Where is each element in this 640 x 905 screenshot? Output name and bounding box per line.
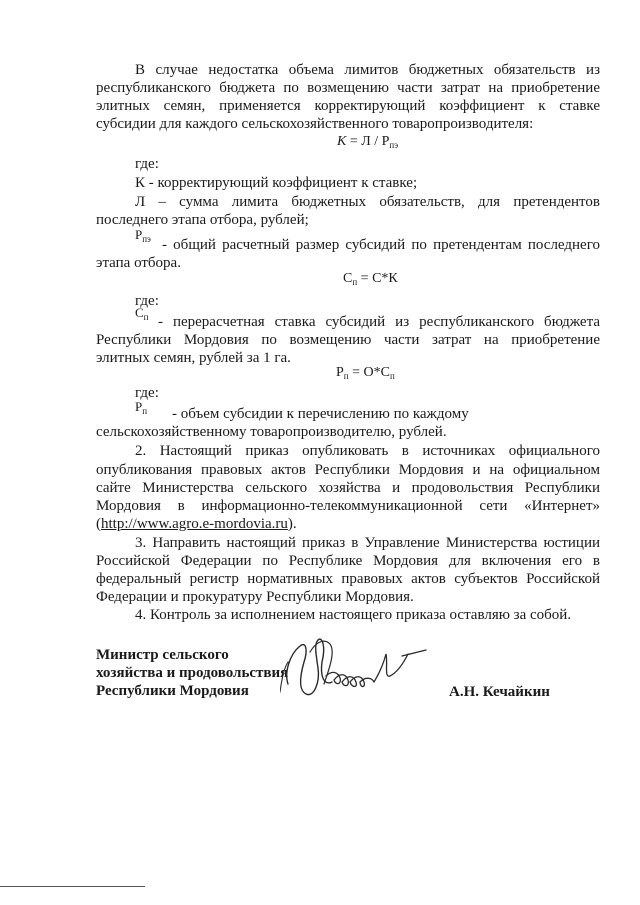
p1-line-3: элитных семян, применяется корректирующий коэффициент к ставке xyxy=(96,98,600,114)
item2-line-5 xyxy=(96,515,297,533)
formula-k-sub: пэ xyxy=(389,140,399,150)
agro-website-link[interactable]: http://www.agro.e-mordovia.ru xyxy=(101,516,288,532)
item2-line-1: 2. Настоящий приказ опубликовать в источниках официального xyxy=(135,443,600,459)
def-cp-line-3: элитных семян, рублей за 1 га. xyxy=(96,350,291,366)
def-l-line-1: Л – сумма лимита бюджетных обязательств, для претендентов xyxy=(135,194,600,210)
def-cp-sub: п xyxy=(143,312,149,322)
def-rpe-symbol xyxy=(135,226,151,248)
def-rp-sym: Р xyxy=(135,399,143,414)
item4: 4. Контроль за исполнением настоящего приказа оставляю за собой. xyxy=(135,607,572,623)
def-rp-symbol xyxy=(135,398,147,420)
formula-rp-a: Р xyxy=(336,365,344,380)
formula-cp-a-sub: п xyxy=(352,277,358,287)
formula-cp-a: С xyxy=(343,271,353,286)
item3-line-3: федеральный регистр нормативных правовых актов субъектов Российской xyxy=(96,571,600,587)
formula-cp-rest: = С*К xyxy=(357,271,398,286)
def-rp-line-2: сельскохозяйственному товаропроизводителю, рублей. xyxy=(96,424,447,440)
def-rpe-line-1: - общий расчетный размер субсидий по претендентам последнего xyxy=(162,237,600,253)
where-3: где: xyxy=(135,385,159,401)
formula-k xyxy=(337,133,398,154)
def-rpe-sym: Р xyxy=(135,227,143,242)
formula-rp-b-sub: п xyxy=(389,371,395,381)
def-rp-line-1: - объем субсидии к перечислению по каждому xyxy=(172,406,469,422)
def-cp-line-1: - перерасчетная ставка субсидий из республиканского бюджета xyxy=(158,314,600,330)
p1-line-1: В случае недостатка объема лимитов бюджетных обязательств из xyxy=(135,62,600,78)
def-k: К - корректирующий коэффициент к ставке; xyxy=(135,175,418,191)
formula-rp-mid: = О*С xyxy=(348,365,390,380)
item2-line-3: сайте Министерства сельского хозяйства и продовольствия Республики xyxy=(96,480,600,496)
formula-rp-a-sub: п xyxy=(343,371,349,381)
def-cp-sym: С xyxy=(135,305,144,320)
signatory-line-1: Министр сельского xyxy=(96,647,229,663)
item2-line-2: опубликования правовых актов Республики Мордовия и на официальном xyxy=(96,462,600,478)
item3-line-1: 3. Направить настоящий приказ в Управление Министерства юстиции xyxy=(135,535,600,551)
formula-k-lhs: K xyxy=(337,134,347,149)
footnote-divider xyxy=(0,886,145,887)
item3-line-2: Российской Федерации по Республике Мордовия для включения его в xyxy=(96,553,600,569)
def-rpe-sub: пэ xyxy=(142,234,151,244)
def-cp-line-2: Республики Мордовия по возмещению части затрат на приобретение xyxy=(96,332,600,348)
where-1: где: xyxy=(135,156,159,172)
def-rpe-line-2: этапа отбора. xyxy=(96,255,181,271)
signatory-line-3: Республики Мордовия xyxy=(96,683,249,699)
def-rp-sub: п xyxy=(142,406,148,416)
formula-cp xyxy=(343,270,398,291)
where-2: где: xyxy=(135,293,159,309)
signatory-line-2: хозяйства и продовольствия xyxy=(96,665,289,681)
signer-name: А.Н. Кечайкин xyxy=(449,684,550,700)
def-cp-symbol xyxy=(135,304,149,326)
item2-paren-close: ). xyxy=(287,516,297,532)
item2-line-4: Мордовия в информационно-телекоммуникационной сети «Интернет» xyxy=(96,498,600,514)
item2-paren-open: ( xyxy=(96,516,101,532)
item3-line-4: Федерации и прокуратуру Республики Мордовия. xyxy=(96,589,414,605)
p1-line-2: республиканского бюджета по возмещению части затрат на приобретение xyxy=(96,80,600,96)
formula-k-eq: = Л / Р xyxy=(346,134,390,149)
def-l-line-2: последнего этапа отбора, рублей; xyxy=(96,212,309,228)
p1-line-4: субсидии для каждого сельскохозяйственного товаропроизводителя: xyxy=(96,116,534,132)
formula-rp xyxy=(336,364,395,385)
handwritten-signature xyxy=(280,632,430,702)
